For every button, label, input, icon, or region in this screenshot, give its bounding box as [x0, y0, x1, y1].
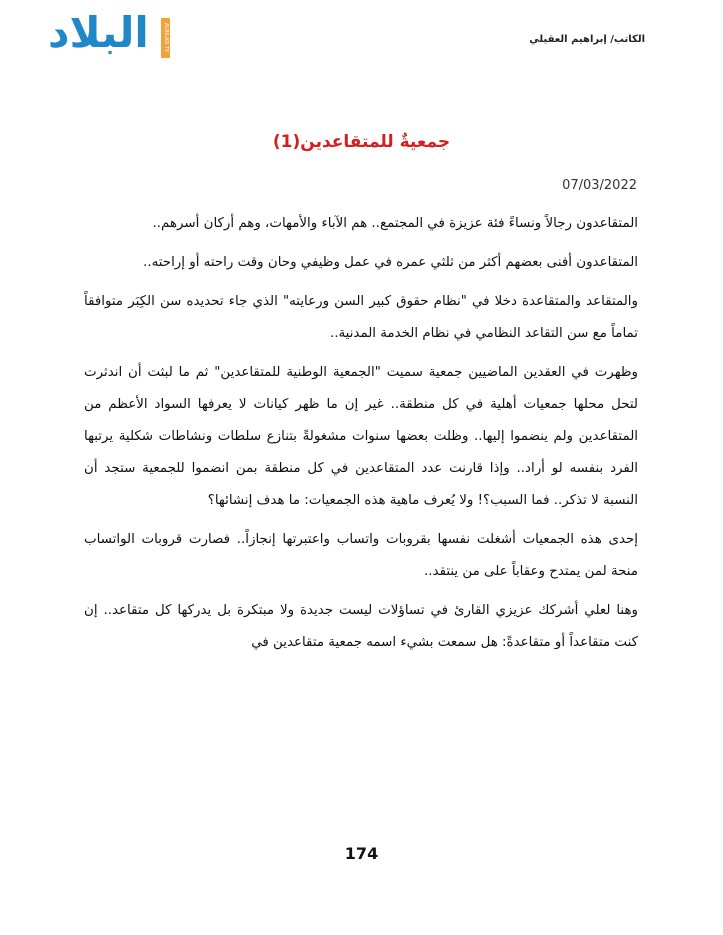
paragraph-3: والمتقاعد والمتقاعدة دخلا في "نظام حقوق كبير السن ورعايته" الذي جاء تحديده سن الكِبَر متوافقاً تماماً مع سن التقاعد النظامي في نظام الخدمة المدنية.. [84, 294, 638, 341]
albilad-logo [48, 8, 178, 66]
author-name: الكاتب/ إبراهيم العقيلي [529, 34, 645, 45]
paragraph-2: المتقاعدون أفنى بعضهم أكثر من ثلثي عمره في عمل وظيفي وحان وقت راحته أو إراحته.. [143, 255, 638, 270]
paragraph-6: وهنا لعلي أشركك عزيزي القارئ في تساؤلات ليست جديدة ولا مبتكرة بل يدركها كل متقاعد.. إن كنت متقاعداً أو متقاعدةً: هل سمعت بشيء اسمه جمعية متقاعدين في [84, 603, 638, 650]
logo-accent-bar [161, 18, 170, 58]
paragraph-5: إحدى هذه الجمعيات أشغلت نفسها بقروبات واتساب واعتبرتها إنجازاً.. فصارت قروبات الواتساب منحة لمن يمتدح وعقاباً على من ينتقد.. [84, 532, 638, 579]
logo-wordmark: البلاد [48, 8, 149, 57]
article-body [84, 208, 638, 666]
article-date: 07/03/2022 [562, 178, 637, 193]
paragraph-1: المتقاعدون رجالاً ونساءً فئة عزيزة في المجتمع.. هم الآباء والأمهات، وهم أركان أسرهم.. [152, 216, 638, 231]
article-title: جمعيةٌ للمتقاعدين(1) [272, 132, 451, 152]
logo-tagline: ALBILAD TV [163, 23, 169, 53]
page-number: 174 [344, 844, 379, 863]
paragraph-4: وظهرت في العقدين الماضيين جمعية سميت "الجمعية الوطنية للمتقاعدين" ثم ما لبثت أن اندثرت لتحل محلها جمعيات أهلية في كل منطقة.. غير إن ما ظهر كيانات لا يعرفها السواد الأعظم من المتقاعدين ولم ينضموا إليها.. وظلت بعضها سنوات مشغولةً بتنازع سلطات ونشاطات شكلية يرتبها الفرد بنفسه لو أراد.. وإذا قارنت عدد المتقاعدين في كل منطقة بمن انضموا للجمعية ستجد أن النسبة لا تذكر.. فما السبب؟! ولا يُعرف ماهية هذه الجمعيات: ما هدف إنشائها؟ [84, 365, 638, 508]
